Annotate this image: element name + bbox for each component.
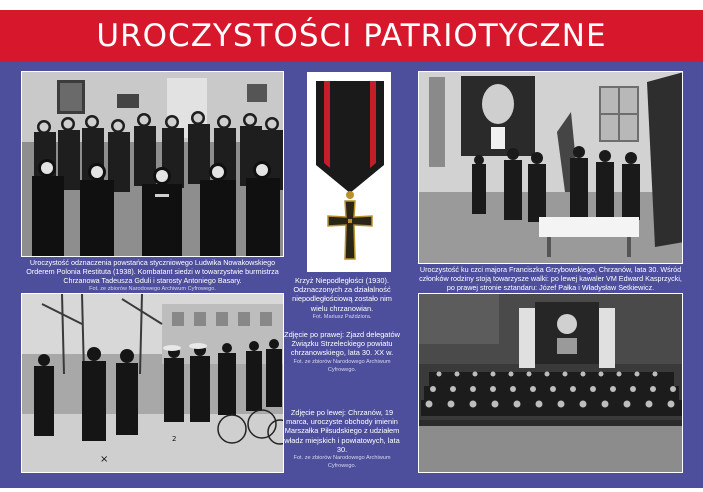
street-celebration-image xyxy=(22,294,284,473)
award-ceremony-caption-text: Uroczystość odznaczenia powstańca styczniowego Ludwika Nowakowskiego Orderem Polonia Restituta (1938). Kombatant siedzi w towarzystwie burmistrza Chrzanowa Tadeusza Gduli i starosty Antoniego Basary. xyxy=(26,258,279,285)
award-ceremony-caption xyxy=(21,258,284,293)
memorial-ceremony-caption-text: Uroczystość ku czci majora Franciszka Grzybowskiego, Chrzanów, lata 30. Wśród członków rodziny stoją towarzysze walki: po lewej kawaler VM Edward Kasprzycki, po prawej stronie sztandaru: Józef Pałka i Władysław Setkiewicz. xyxy=(419,265,682,292)
street-mark-2: 2 xyxy=(172,435,177,443)
content-panel xyxy=(0,62,703,488)
memorial-ceremony-image xyxy=(419,72,683,264)
photo-award-ceremony xyxy=(21,71,284,257)
right-photo-reference-text: Zdjęcie po prawej: Zjazd delegatów Związku Strzeleckiego powiatu chrzanowskiego, lata 30. XX w. xyxy=(284,330,400,358)
award-ceremony-source: Fot. ze zbiorów Narodowego Archiwum Cyfrowego. xyxy=(89,286,216,292)
page-title: UROCZYSTOŚCI PATRIOTYCZNE xyxy=(96,18,607,54)
street-mark-1: 1 xyxy=(132,429,137,437)
left-photo-reference xyxy=(284,408,400,470)
photo-memorial-ceremony xyxy=(418,71,683,264)
photo-independence-cross xyxy=(307,72,391,272)
right-photo-reference-source: Fot. ze zbiorów Narodowego Archiwum Cyfrowego. xyxy=(293,358,391,373)
independence-cross-caption-text: Krzyż Niepodległości (1930). Odznaczonych za działalność niepodległościową zostało nim wielu chrzanowian. xyxy=(292,276,392,313)
left-photo-reference-source: Fot. ze zbiorów Narodowego Archiwum Cyfrowego. xyxy=(293,455,391,470)
right-photo-reference xyxy=(284,330,400,374)
independence-cross-caption xyxy=(284,276,400,321)
photo-riflemen-assembly xyxy=(418,293,683,473)
photo-street-celebration xyxy=(21,293,284,473)
independence-cross-image xyxy=(308,73,391,272)
street-mark-x: × xyxy=(100,454,109,465)
award-ceremony-image xyxy=(22,72,284,257)
title-banner xyxy=(0,10,703,62)
independence-cross-source: Fot. Mariusz Paździora. xyxy=(312,313,372,320)
riflemen-assembly-image xyxy=(419,294,683,473)
left-photo-reference-text: Zdjęcie po lewej: Chrzanów, 19 marca, uroczyste obchody imienin Marszałka Piłsudskiego z udziałem władz miejskich i powiatowych, lata 30. xyxy=(284,408,400,454)
